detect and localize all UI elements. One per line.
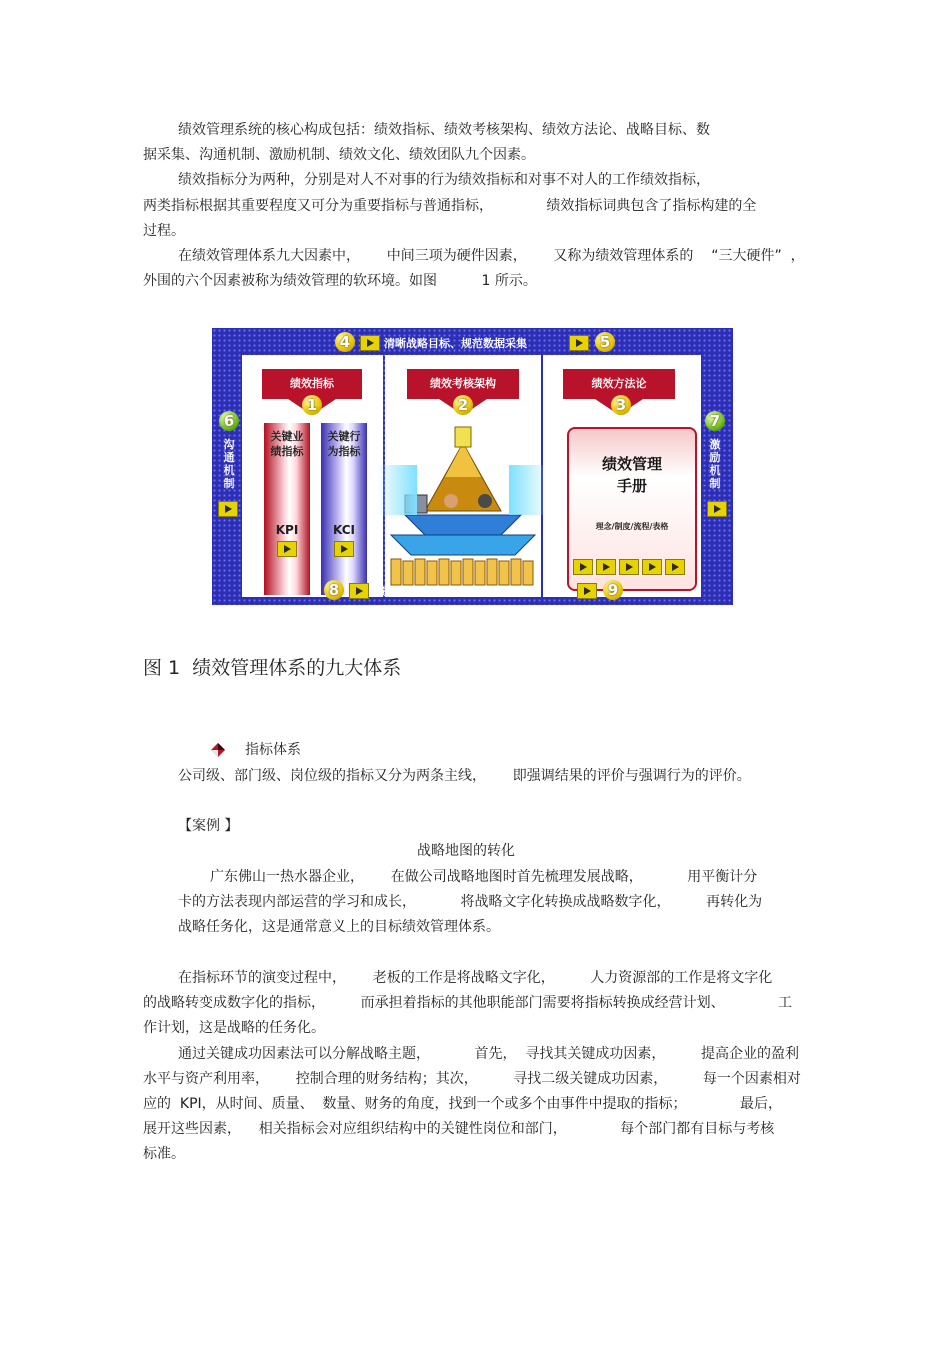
kci-code: KCI <box>332 523 356 537</box>
badge-5: 5 <box>595 332 615 352</box>
intro-p3-line2: 外围的六个因素被称为绩效管理的软环境。如图 1 所示。 <box>143 273 537 289</box>
left-side-text: 沟通机制 <box>223 438 235 490</box>
intro-p2-line2: 两类指标根据其重要程度又可分为重要指标与普通指标， 绩效指标词典包含了指标构建的全 <box>143 198 757 214</box>
play-icon[interactable] <box>665 559 685 575</box>
panel2-title: 绩效考核架构 <box>407 369 519 399</box>
case-line1: 广东佛山一热水器企业， 在做公司战略地图时首先梳理发展战略， 用平衡计分 <box>210 869 758 885</box>
panel-appraisal <box>385 355 541 597</box>
handbook-scroll <box>567 427 697 591</box>
kci-text: 关键行为指标 <box>327 430 361 458</box>
play-icon[interactable] <box>619 559 639 575</box>
right-side-text: 激励机制 <box>709 438 721 490</box>
play-icon[interactable] <box>334 541 354 557</box>
kpi-text: 关键业绩指标 <box>270 430 304 458</box>
body-a-line3: 作计划，这是战略的任务化。 <box>143 1020 325 1036</box>
play-icon[interactable] <box>569 335 589 351</box>
badge-7: 7 <box>705 411 725 431</box>
section-line: 公司级、部门级、岗位级的指标又分为两条主线， 即强调结果的评价与强调行为的评价。 <box>178 768 751 784</box>
play-icon[interactable] <box>277 541 297 557</box>
panel-methodology <box>543 355 701 597</box>
intro-p2-line3: 过程。 <box>143 223 185 239</box>
intro-p1-line1: 绩效管理系统的核心构成包括：绩效指标、绩效考核架构、绩效方法论、战略目标、数 <box>178 122 710 138</box>
badge-9: 9 <box>603 580 623 600</box>
case-label: 【案例 】 <box>178 818 239 834</box>
top-band-text: 清晰战略目标、规范数据采集 <box>384 337 527 350</box>
badge-6: 6 <box>219 411 239 431</box>
badge-3: 3 <box>611 395 631 415</box>
kpi-code: KPI <box>275 523 299 537</box>
intro-p1-line2: 据采集、沟通机制、激励机制、绩效文化、绩效团队九个因素。 <box>143 147 535 163</box>
case-line3: 战略任务化，这是通常意义上的目标绩效管理体系。 <box>178 919 500 935</box>
case-line2: 卡的方法表现内部运营的学习和成长， 将战略文字化转换成战略数字化， 再转化为 <box>178 894 763 910</box>
panel3-title: 绩效方法论 <box>563 369 675 399</box>
figure-caption: 图 1 绩效管理体系的九大体系 <box>143 657 402 679</box>
play-icon[interactable] <box>577 583 597 599</box>
panel1-title: 绩效指标 <box>262 369 362 399</box>
diamond-bullet-icon <box>210 742 226 758</box>
play-icon[interactable] <box>218 501 238 517</box>
play-icon[interactable] <box>360 335 380 351</box>
case-title: 战略地图的转化 <box>417 843 515 859</box>
body-b-line1: 通过关键成功因素法可以分解战略主题， 首先， 寻找其关键成功因素， 提高企业的盈利 <box>178 1046 800 1062</box>
badge-8: 8 <box>324 580 344 600</box>
body-b-line4: 展开这些因素， 相关指标会对应组织结构中的关键性岗位和部门， 每个部门都有目标与考核 <box>143 1121 775 1137</box>
badge-1: 1 <box>302 395 322 415</box>
body-a-line1: 在指标环节的演变过程中， 老板的工作是将战略文字化， 人力资源部的工作是将文字化 <box>178 970 773 986</box>
play-icon[interactable] <box>596 559 616 575</box>
badge-2: 2 <box>453 395 473 415</box>
play-icon[interactable] <box>707 501 727 517</box>
bottom-band-text: 健康绩效文化、有能力绩效团队 <box>379 585 533 598</box>
handbook-title-2: 手册 <box>616 477 647 495</box>
section-heading: 指标体系 <box>245 742 301 758</box>
intro-p3-line1: 在绩效管理体系九大因素中， 中间三项为硬件因素， 又称为绩效管理体系的 “三大硬件” ， <box>178 248 805 264</box>
kci-column <box>321 423 367 595</box>
body-b-line3: 应的 KPI，从时间、质量、 数量、财务的角度，找到一个或多个由事件中提取的指标； 最后， <box>143 1096 782 1112</box>
panel-indicators <box>242 355 383 597</box>
body-b-line5: 标准。 <box>143 1146 185 1162</box>
badge-4: 4 <box>335 332 355 352</box>
play-icon[interactable] <box>642 559 662 575</box>
handbook-title-1: 绩效管理 <box>601 455 662 473</box>
handbook-subtitle: 理念/制度/流程/表格 <box>595 522 669 531</box>
play-icon[interactable] <box>573 559 593 575</box>
body-b-line2: 水平与资产利用率， 控制合理的财务结构；其次， 寻找二级关键成功因素， 每一个因素相对 <box>143 1071 801 1087</box>
nine-systems-figure <box>212 328 733 605</box>
body-a-line2: 的战略转变成数字化的指标， 而承担着指标的其他职能部门需要将指标转换成经营计划、 工 <box>143 995 793 1011</box>
kpi-column <box>264 423 310 595</box>
beam-left <box>377 465 417 515</box>
intro-p2-line1: 绩效指标分为两种，分别是对人不对事的行为绩效指标和对事不对人的工作绩效指标， <box>178 172 710 188</box>
play-icon[interactable] <box>349 583 369 599</box>
